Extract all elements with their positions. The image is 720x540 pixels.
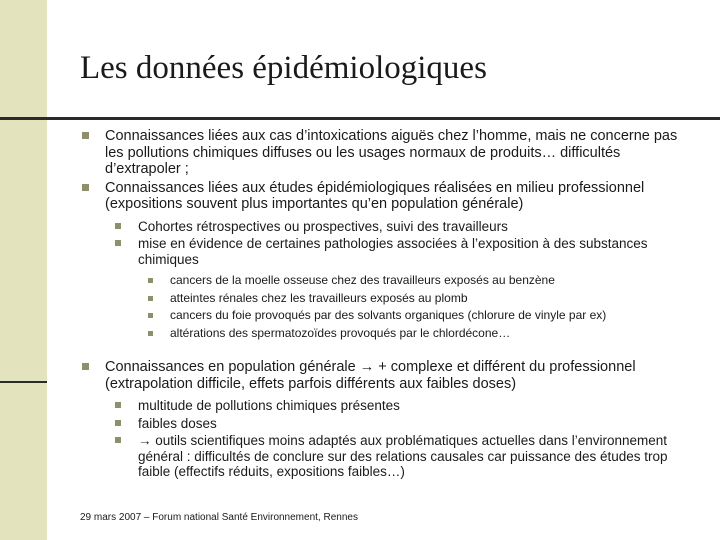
square-bullet-icon	[115, 223, 121, 229]
square-bullet-icon	[82, 184, 89, 191]
bullet-text: Connaissances liées aux études épidémiologiques réalisées en milieu professionnel (expositions souvent plus importantes qu’en population générale)	[105, 179, 645, 212]
square-bullet-icon	[148, 331, 153, 336]
slide-title: Les données épidémiologiques	[80, 50, 487, 86]
sub-sub-bullet-item	[80, 308, 690, 324]
square-bullet-icon	[148, 296, 153, 301]
bullet-item	[80, 359, 690, 392]
bullet-text: atteintes rénales chez les travailleurs exposés au plomb	[170, 290, 468, 305]
bullet-text: → outils scientifiques moins adaptés aux problématiques actuelles dans l’environnement général : difficultés de conclure sur des relations causales car puissance des études trop faible (effectifs réduits, expositions faibles…)	[138, 433, 668, 479]
sub-sub-bullet-item	[80, 291, 690, 307]
bullet-text: faibles doses	[138, 415, 217, 431]
title-divider	[0, 117, 720, 120]
square-bullet-icon	[148, 313, 153, 318]
side-divider	[0, 381, 47, 383]
bullet-text: Cohortes rétrospectives ou prospectives, suivi des travailleurs	[138, 218, 508, 234]
bullet-text: mise en évidence de certaines pathologies associées à l’exposition à des substances chimiques	[138, 236, 648, 267]
bullet-item	[80, 180, 690, 213]
bullet-text: multitude de pollutions chimiques présentes	[138, 398, 400, 413]
sub-sub-bullet-item	[80, 273, 690, 289]
bullet-text: cancers du foie provoqués par des solvants organiques (chlorure de vinyle par ex)	[170, 308, 607, 322]
bullet-text: altérations des spermatozoïdes provoqués par le chlordécone…	[170, 325, 511, 340]
slide-footer: 29 mars 2007 – Forum national Santé Environnement, Rennes	[80, 512, 358, 523]
square-bullet-icon	[82, 132, 89, 139]
bullet-text: Connaissances en population générale → + complexe et différent du professionnel (extrapolation difficile, effets parfois différents aux faibles doses)	[105, 359, 636, 392]
sub-bullet-item	[80, 219, 690, 235]
square-bullet-icon	[148, 278, 153, 283]
sub-bullet-item	[80, 416, 690, 432]
square-bullet-icon	[115, 402, 121, 408]
square-bullet-icon	[115, 420, 121, 426]
left-accent-bar	[0, 0, 47, 540]
sub-bullet-item	[80, 236, 690, 267]
sub-bullet-item	[80, 433, 690, 480]
sub-bullet-item	[80, 398, 690, 414]
sub-sub-bullet-item	[80, 326, 690, 342]
square-bullet-icon	[115, 437, 121, 443]
bullet-item	[80, 128, 690, 178]
square-bullet-icon	[82, 363, 89, 370]
bullet-text: cancers de la moelle osseuse chez des travailleurs exposés au benzène	[170, 273, 555, 287]
square-bullet-icon	[115, 240, 121, 246]
bullet-list	[80, 128, 690, 480]
bullet-text: Connaissances liées aux cas d’intoxications aiguës chez l’homme, mais ne concerne pas les pollutions chimiques diffuses ou les usages normaux de produits… difficultés d’extrapoler ;	[105, 128, 678, 177]
